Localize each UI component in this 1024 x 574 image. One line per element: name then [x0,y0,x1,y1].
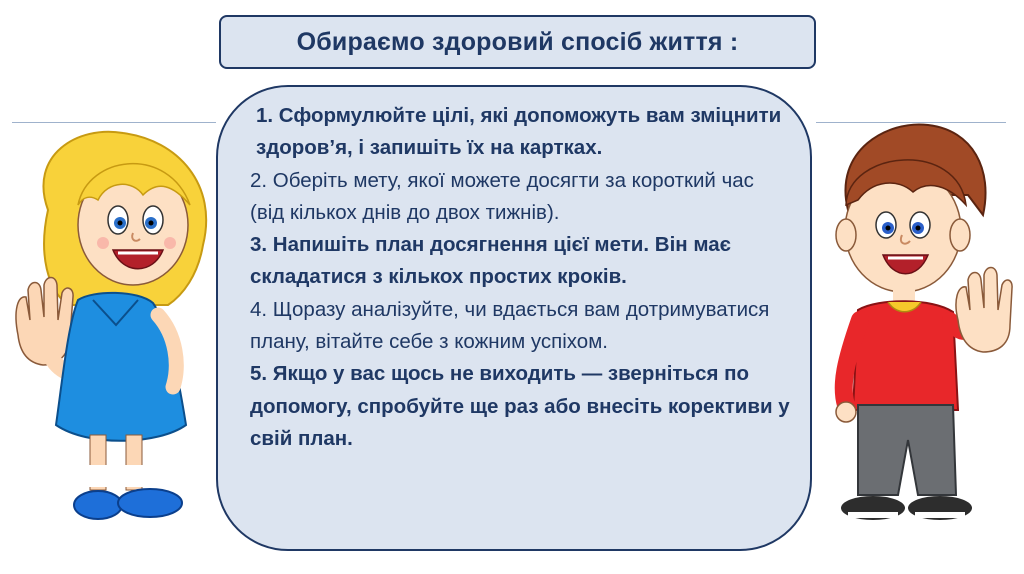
step-1: 1. Сформулюйте цілі, які допоможуть вам зміцнити здоров’я, і запишіть їх на картках. [256,104,782,160]
step-3: 3. Напишіть план досягнення цієї мети. Він має складатися з кількох простих кроків. [250,233,731,289]
left-frame-line [12,122,216,123]
steps-list [250,100,790,455]
page-title: Обираємо здоровий спосіб життя : [296,27,739,56]
step-5: 5. Якщо у вас щось не виходить — зверніться по допомогу, спробуйте ще раз або внесіть корективи у свій план. [250,362,790,450]
cartoon-girl-waving-icon [8,125,218,530]
title-banner [219,15,816,69]
cartoon-boy-waving-icon [818,120,1013,535]
step-2: 2. Оберіть мету, якої можете досягти за короткий час (від кількох днів до двох тижнів). [250,168,754,224]
step-4: 4. Щоразу аналізуйте, чи вдається вам дотримуватися плану, вітайте себе з кожним успіхом. [250,297,770,354]
